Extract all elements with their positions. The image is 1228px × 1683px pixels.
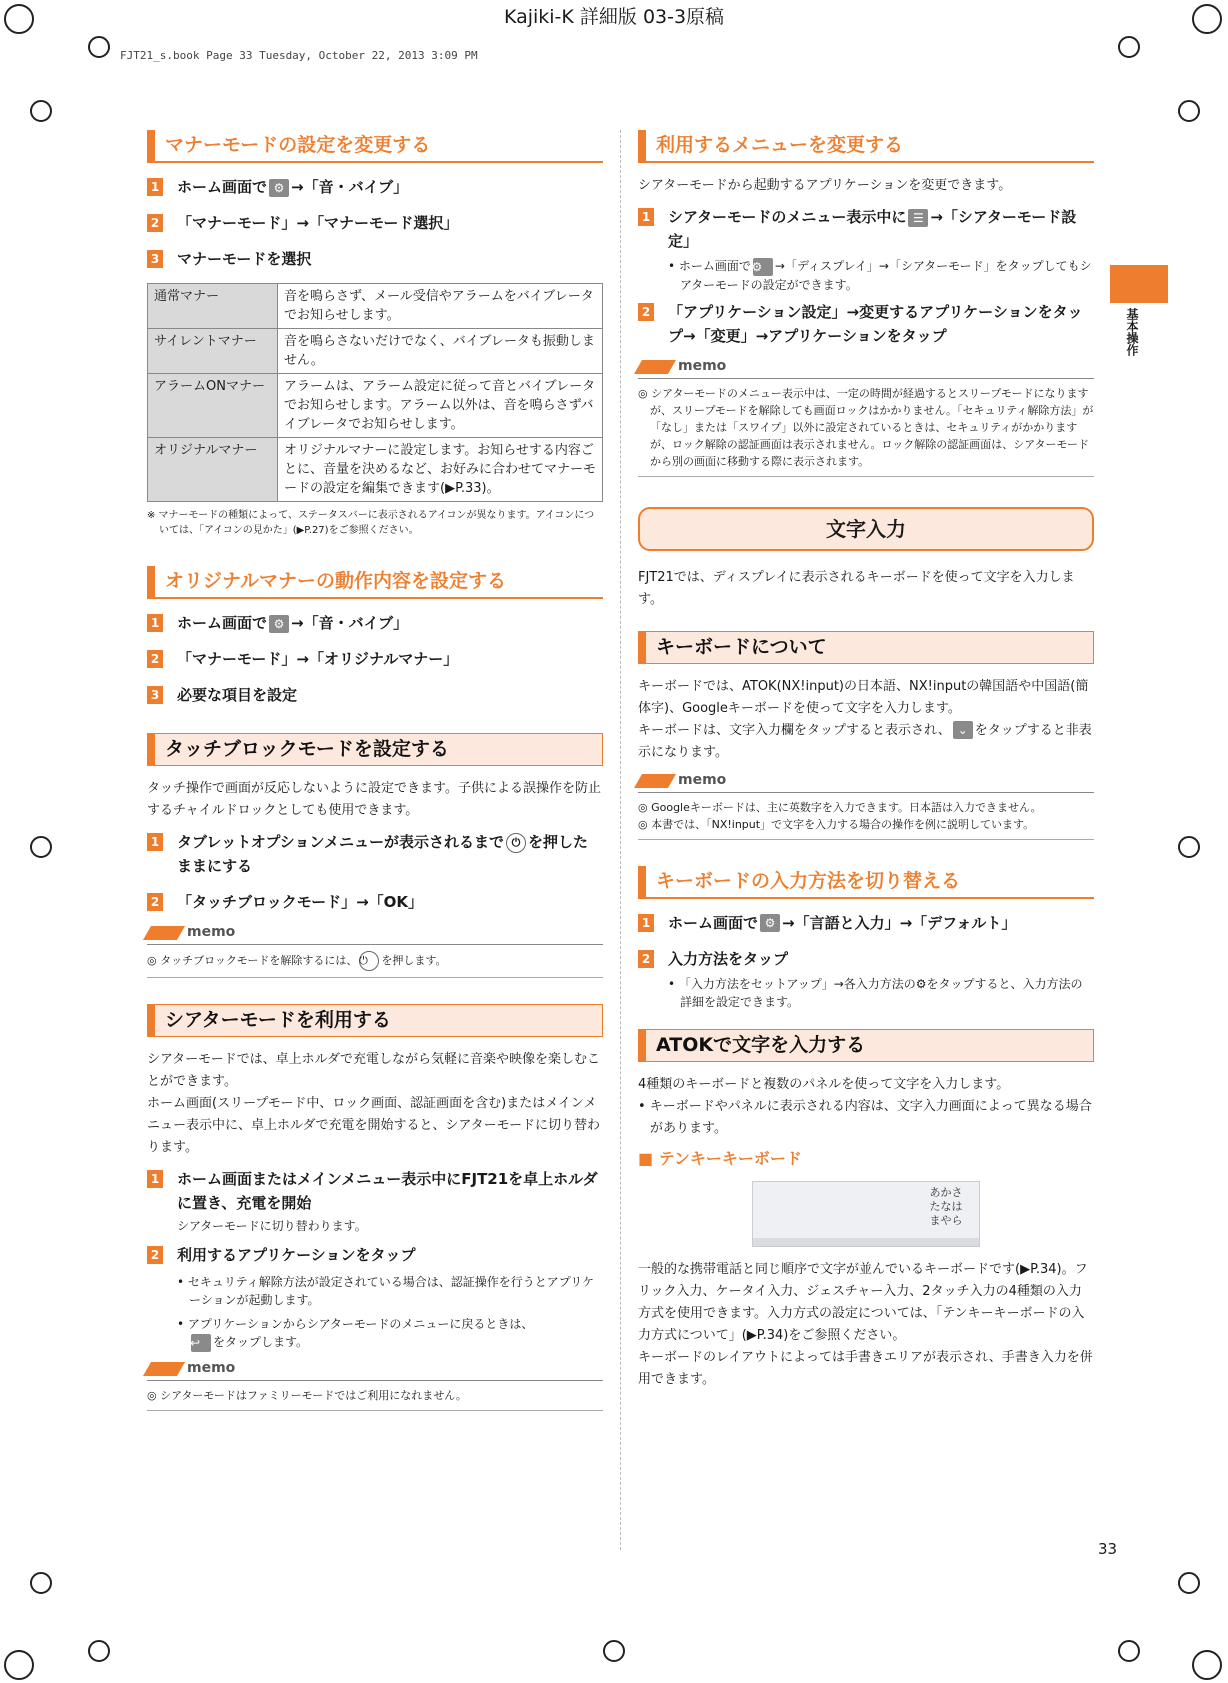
settings-icon: ⚙ <box>753 258 773 276</box>
crosshair-mark <box>1118 1640 1140 1662</box>
body-text: ホーム画面(スリープモード中、ロック画面、認証画面を含む)またはメインメニュー表示中に、卓上ホルダで充電を開始すると、シアターモードに切り替わります。 <box>147 1096 601 1155</box>
body-text: キーボードでは、ATOK(NX!input)の日本語、NX!inputの韓国語や中国語(簡体字)、Googleキーボードを使って文字を入力します。 <box>638 678 1089 716</box>
body-text: 4種類のキーボードと複数のパネルを使って文字を入力します。 <box>638 1076 1010 1092</box>
right-column <box>638 130 1094 1399</box>
side-tab-label: 基本操作 <box>1125 308 1139 356</box>
step: 1 ホーム画面で ⚙ →「音・バイブ」 <box>147 611 603 635</box>
memo-box: memo ◎ Googleキーボードは、主に英数字を入力できます。日本語は入力できません。 ◎ 本書では、「NX!input」で文字を入力する場合の操作を例に説明しています。 <box>638 774 1094 840</box>
step-result: シアターモードに切り替わります。 <box>177 1219 367 1233</box>
step: 2 「アプリケーション設定」→変更するアプリケーションをタップ→「変更」→アプリケーションをタップ <box>638 300 1094 348</box>
table-row: サイレントマナー 音を鳴らさないだけでなく、バイブレータも振動しません。 <box>148 329 603 374</box>
crosshair-mark <box>30 836 52 858</box>
memo-box: memo ◎ シアターモードのメニュー表示中は、一定の時間が経過するとスリープモードになりますが、スリープモードを解除しても画面ロックはかかりません。「セキュリティ解除方法」が「なし」または「スワイプ」以外に設定されているときは、セキュリティがかかりますが、ロック解除の認証画面は表示されません。ロック解除の認証画面は、シアターモードから別の画面に移動する際に表示されます。 <box>638 360 1094 477</box>
crosshair-mark <box>88 36 110 58</box>
column-divider <box>620 130 621 1550</box>
section-heading: タッチブロックモードを設定する <box>147 733 603 766</box>
keyboard-toolbar <box>753 1238 979 1246</box>
body-text: FJT21では、ディスプレイに表示されるキーボードを使って文字を入力します。 <box>638 569 1075 607</box>
registration-mark <box>1192 1650 1222 1680</box>
page-header-title: Kajiki-K 詳細版 03-3原稿 <box>503 6 725 28</box>
step: 3 マナーモードを選択 <box>147 247 603 271</box>
table-row: 通常マナー 音を鳴らさず、メール受信やアラームをバイブレータでお知らせします。 <box>148 284 603 329</box>
crosshair-mark <box>30 1572 52 1594</box>
step: 1 タブレットオプションメニューが表示されるまで ⏻ を押したままにする <box>147 830 603 878</box>
power-button-icon: ⏻ <box>359 951 379 971</box>
body-text: シアターモードでは、卓上ホルダで充電しながら気軽に音楽や映像を楽しむことができます。 <box>147 1052 601 1089</box>
chapter-title: 文字入力 <box>638 507 1094 551</box>
bullet: • キーボードやパネルに表示される内容は、文字入力画面によって異なる場合があります。 <box>638 1098 1092 1136</box>
registration-mark <box>1192 4 1222 34</box>
section-heading: シアターモードを利用する <box>147 1004 603 1037</box>
section-heading: オリジナルマナーの動作内容を設定する <box>147 566 603 599</box>
menu-icon: ☰ <box>908 209 928 227</box>
step: 2 「タッチブロックモード」→「OK」 <box>147 890 603 914</box>
keyboard-row: たなは <box>929 1199 963 1213</box>
step: 2 「マナーモード」→「マナーモード選択」 <box>147 211 603 235</box>
crosshair-mark <box>30 100 52 122</box>
pencil-icon <box>143 1362 185 1376</box>
table-row: オリジナルマナー オリジナルマナーに設定します。お知らせする内容ごとに、音量を決めるなど、お好みに合わせてマナーモードの設定を編集できます(▶P.33)。 <box>148 438 603 502</box>
keyboard-row: まやら <box>929 1213 963 1227</box>
table-note: ※ マナーモードの種類によって、ステータスバーに表示されるアイコンが異なります。アイコンについては、「アイコンの見かた」(▶P.27)をご参照ください。 <box>147 510 595 536</box>
registration-mark <box>4 1650 34 1680</box>
body-text: 一般的な携帯電話と同じ順序で文字が並んでいるキーボードです(▶P.34)。フリック入力、ケータイ入力、ジェスチャー入力、2タッチ入力の4種類の入力方式を使用できます。入力方式の設定については、「テンキーキーボードの入力方式について」(▶P.34)をご参照ください。 <box>638 1261 1088 1343</box>
step: 2 入力方法をタップ <box>638 947 1094 971</box>
settings-icon: ⚙ <box>269 615 289 633</box>
side-tab <box>1110 265 1168 303</box>
body-text: キーボードは、文字入力欄をタップすると表示され、 ⌄ をタップすると非表示になります。 <box>638 722 1092 760</box>
step: 2 「マナーモード」→「オリジナルマナー」 <box>147 647 603 671</box>
crosshair-mark <box>88 1640 110 1662</box>
step: 1 ホーム画面またはメインメニュー表示中にFJT21を卓上ホルダに置き、充電を開始 <box>147 1167 603 1215</box>
settings-icon: ⚙ <box>269 179 289 197</box>
crosshair-mark <box>1178 836 1200 858</box>
crosshair-mark <box>603 1640 625 1662</box>
body-text: タッチ操作で画面が反応しないように設定できます。子供による誤操作を防止するチャイルドロックとしても使用できます。 <box>147 781 601 818</box>
left-column <box>147 130 603 1427</box>
hide-keyboard-icon: ⌄ <box>953 721 973 739</box>
tenkey-keyboard-image <box>752 1181 980 1247</box>
body-text: キーボードのレイアウトによっては手書きエリアが表示され、手書き入力を併用できます。 <box>638 1349 1093 1387</box>
step: 1 ホーム画面で ⚙ →「言語と入力」→「デフォルト」 <box>638 911 1094 935</box>
bullet: • セキュリティ解除方法が設定されている場合は、認証操作を行うとアプリケーションが起動します。 <box>177 1275 594 1307</box>
crosshair-mark <box>1118 36 1140 58</box>
subsection-title: ■ テンキーキーボード <box>638 1148 802 1168</box>
table-row: アラームONマナー アラームは、アラーム設定に従って音とバイブレータでお知らせします。アラーム以外は、音を鳴らさずバイブレータでお知らせします。 <box>148 374 603 438</box>
step: 1 ホーム画面で ⚙ →「音・バイブ」 <box>147 175 603 199</box>
bullet: • アプリケーションからシアターモードのメニューに戻るときは、 ↩ をタップします。 <box>177 1317 534 1350</box>
pencil-icon <box>634 360 676 374</box>
section-heading: マナーモードの設定を変更する <box>147 130 603 163</box>
pencil-icon <box>634 774 676 788</box>
body-text: シアターモードから起動するアプリケーションを変更できます。 <box>638 178 1012 193</box>
power-button-icon: ⏻ <box>506 833 526 853</box>
bullet: • ホーム画面で⚙ →「ディスプレイ」→「シアターモード」をタップしてもシアターモードの設定ができます。 <box>668 259 1092 292</box>
memo-box: memo ◎ シアターモードはファミリーモードではご利用になれません。 <box>147 1362 603 1411</box>
step: 2 利用するアプリケーションをタップ <box>147 1243 603 1267</box>
step: 1 シアターモードのメニュー表示中に ☰ →「シアターモード設定」 <box>638 205 1094 253</box>
page-number: 33 <box>1098 1540 1118 1558</box>
gear-icon: ⚙ <box>915 976 927 991</box>
registration-mark <box>4 4 34 34</box>
bullet: • 「入力方法をセットアップ」→各入力方法の⚙をタップすると、入力方法の詳細を設定できます。 <box>668 976 1083 1009</box>
memo-box: memo ◎ タッチブロックモードを解除するには、 ⏻ を押します。 <box>147 926 603 978</box>
book-info: FJT21_s.book Page 33 Tuesday, October 22, 2013 3:09 PM <box>120 49 478 62</box>
step: 3 必要な項目を設定 <box>147 683 603 707</box>
pencil-icon <box>143 926 185 940</box>
section-heading: キーボードの入力方法を切り替える <box>638 866 1094 899</box>
manner-mode-table <box>147 283 603 502</box>
section-heading: 利用するメニューを変更する <box>638 130 1094 163</box>
settings-icon: ⚙ <box>760 914 780 932</box>
crosshair-mark <box>1178 100 1200 122</box>
back-icon: ↩ <box>191 1334 211 1352</box>
section-heading: ATOKで文字を入力する <box>638 1029 1094 1062</box>
keyboard-row: あかさ <box>929 1185 963 1199</box>
section-heading: キーボードについて <box>638 631 1094 664</box>
crosshair-mark <box>1178 1572 1200 1594</box>
